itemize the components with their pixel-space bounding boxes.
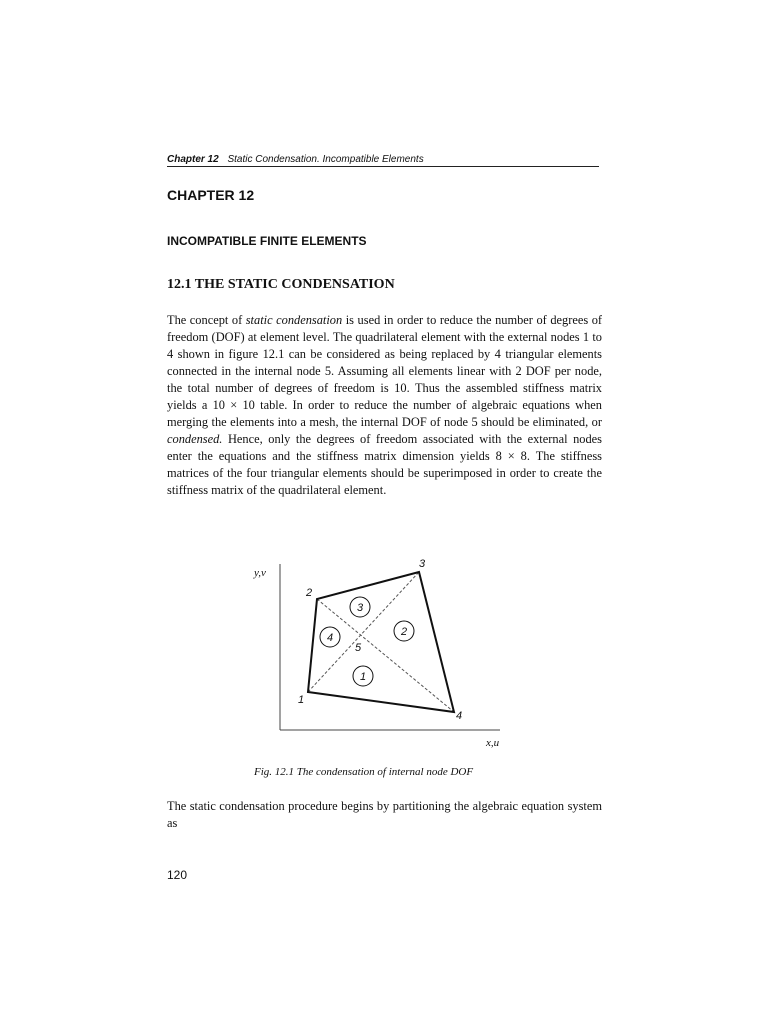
chapter-label: CHAPTER 12 [167,187,255,203]
y-axis-label: y,v [254,567,266,579]
figure-12-1 [250,552,520,752]
element-label-1: 1 [359,671,367,683]
page-number: 120 [167,868,188,882]
para1-text-b: is used in order to reduce the number of degrees of freedom (DOF) at element level. The quadrilateral element with the external nodes 1 to 4 shown in figure 12.1 can be considered as being replaced by 4 triangular elements connected in the internal node 5. Assuming all elements linear with 2 DOF per node, the total number of degrees of freedom is 10. Thus the assembled stiffness matrix yields a 10 × 10 table. In order to reduce the number of algebraic equations when merging the elements into a mesh, the internal DOF of node 5 should be eliminated, or [167,313,603,429]
element-label-3: 3 [356,602,364,614]
element-label-2: 2 [400,626,408,638]
chapter-title: INCOMPATIBLE FINITE ELEMENTS [167,234,367,248]
node-label-4: 4 [456,710,463,722]
quadrilateral-element-diagram [250,552,520,752]
para1-text-a: The concept of [167,313,246,327]
node-label-1: 1 [298,694,305,706]
running-head-title: Static Condensation. Incompatible Elements [227,154,424,165]
paragraph-intro [167,312,602,499]
running-head [167,154,599,167]
node-label-3: 3 [419,558,426,570]
paragraph-partitioning: The static condensation procedure begins by partitioning the algebraic equation system as [167,799,602,830]
section-title: 12.1 THE STATIC CONDENSATION [167,277,395,292]
para1-text-c: Hence, only the degrees of freedom associated with the external nodes enter the equations and the stiffness matrix dimension yields 8 × 8. The stiffness matrices of the four triangular elements should be superimposed in order to create the stiffness matrix of the quadrilateral element. [167,432,602,497]
para1-emphasis-static-condensation: static condensation [245,313,343,327]
node-label-2: 2 [306,587,313,599]
para1-emphasis-condensed: condensed. [167,432,223,446]
figure-caption: Fig. 12.1 The condensation of internal node DOF [254,766,474,778]
running-head-chapter: Chapter 12 [167,154,219,165]
x-axis-label: x,u [486,737,500,749]
element-label-4: 4 [326,632,334,644]
node-label-5: 5 [355,642,362,654]
